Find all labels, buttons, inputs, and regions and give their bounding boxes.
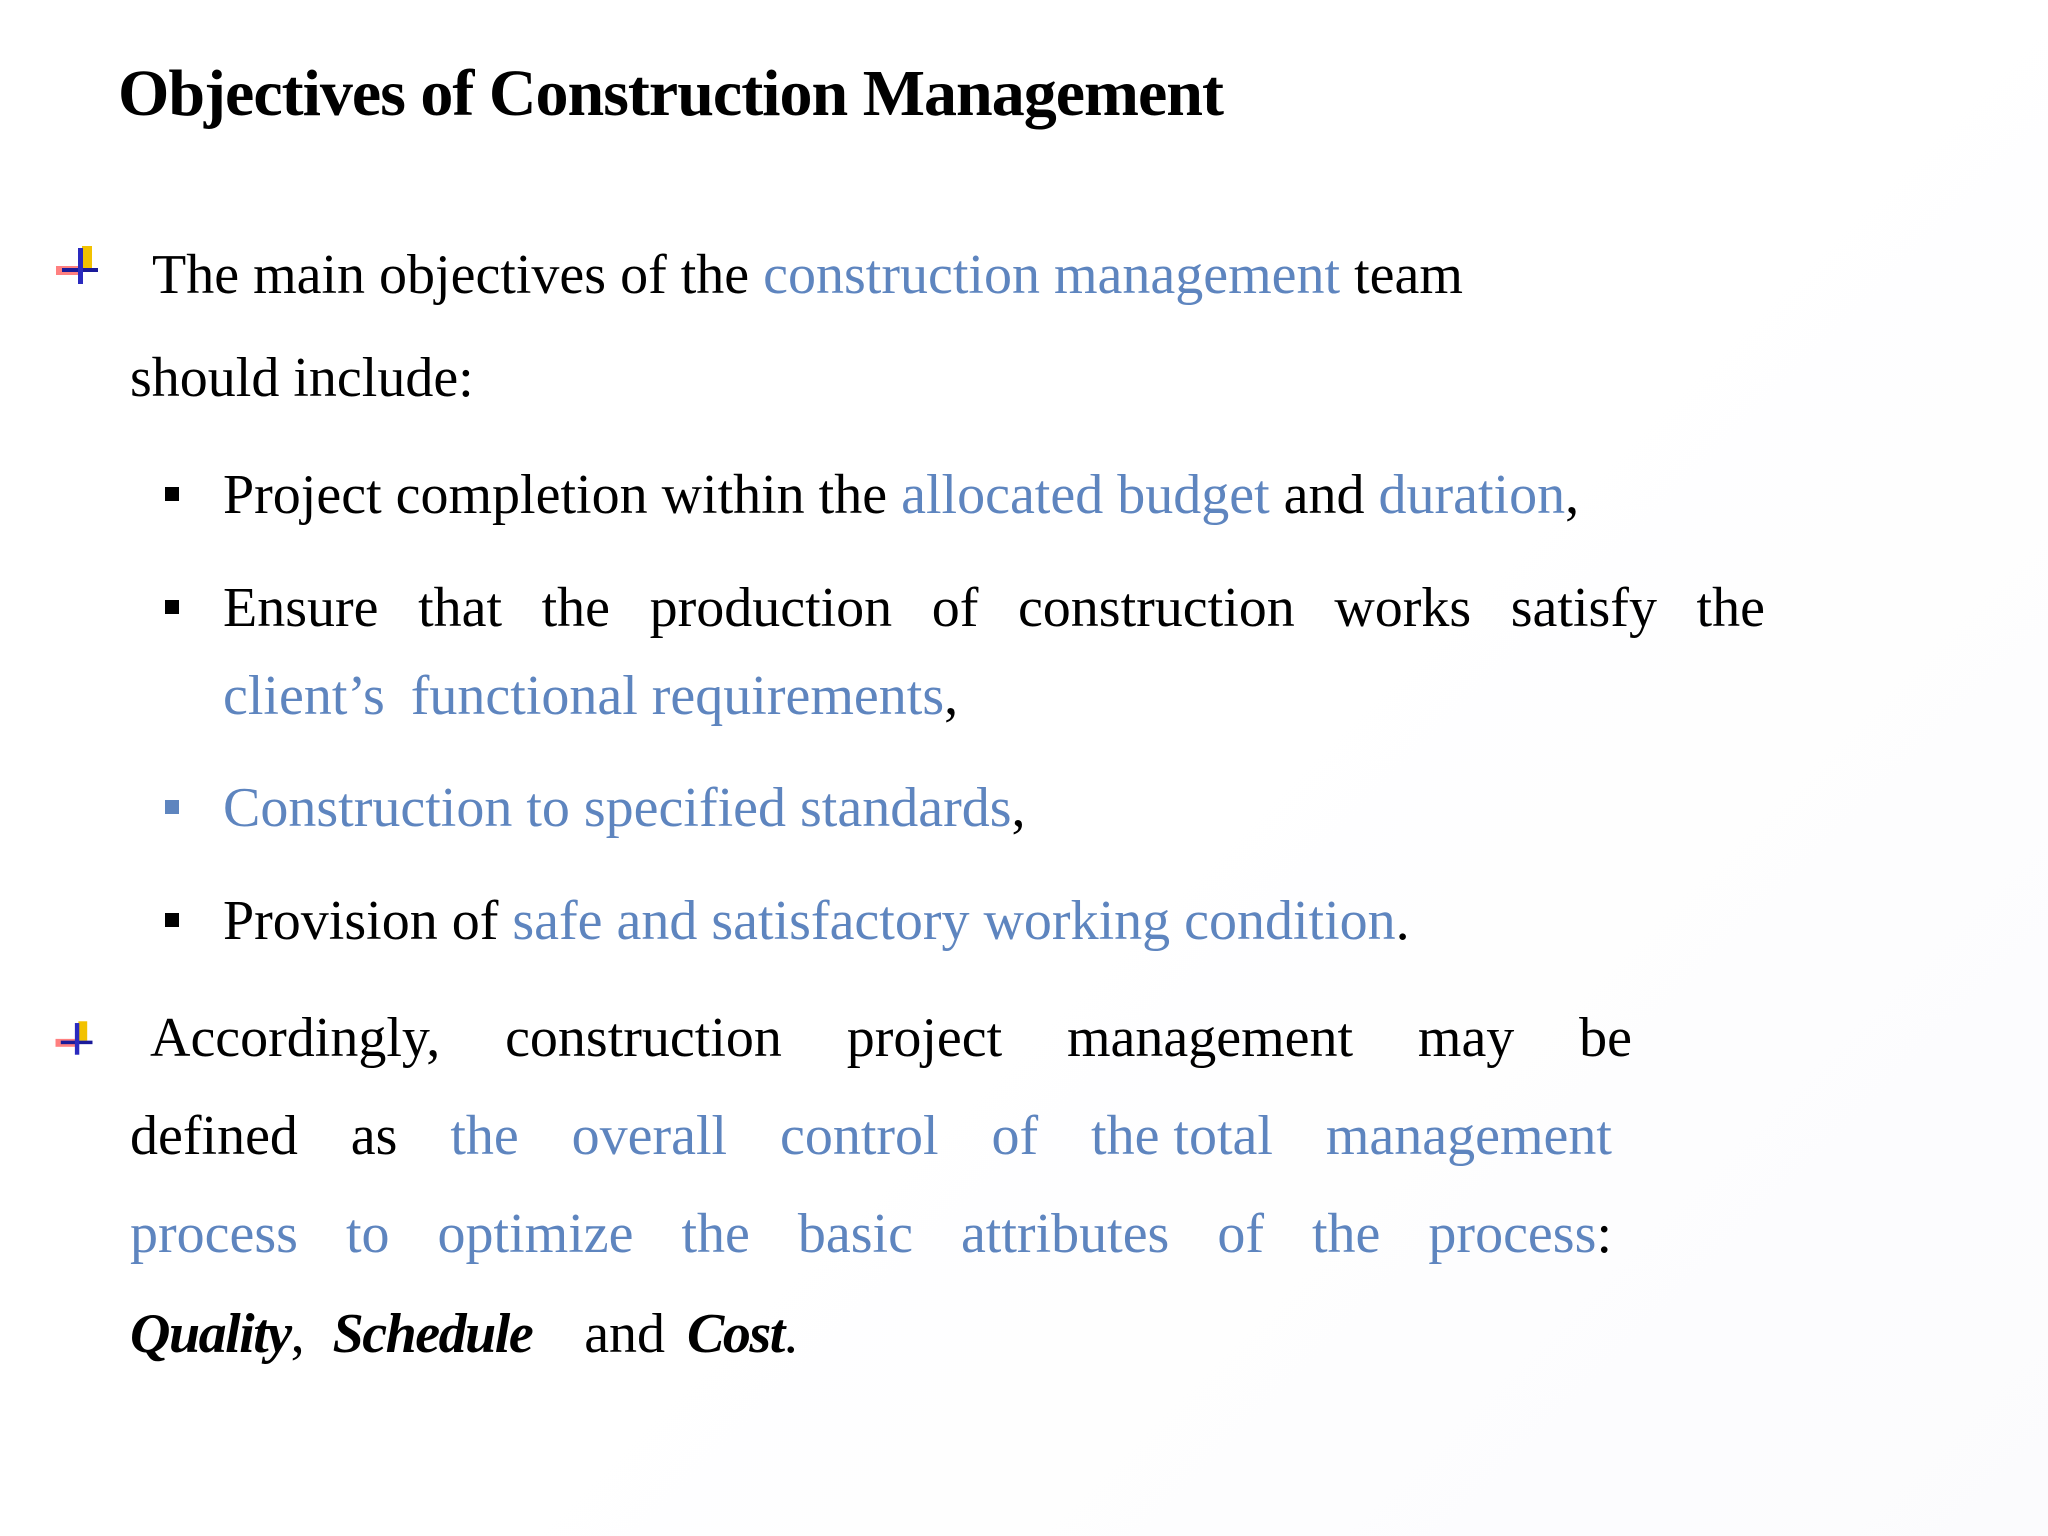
- conclusion-word: as: [350, 1105, 398, 1167]
- list-item-2-line-2: [223, 665, 959, 727]
- intro-line-1: [152, 244, 1463, 306]
- item-word: the: [1696, 577, 1765, 639]
- conclusion-word: management: [1066, 1007, 1354, 1069]
- item-text: ,: [1011, 777, 1026, 839]
- conclusion-period: .: [783, 1303, 798, 1365]
- list-item-1: [223, 464, 1580, 526]
- item-highlight: allocated budget: [901, 464, 1270, 526]
- item-highlight: client’s: [223, 665, 385, 727]
- item-word: that: [418, 577, 503, 639]
- item-word: works: [1334, 577, 1472, 639]
- conclusion-highlight: the: [1312, 1203, 1381, 1265]
- conclusion-line-2: [130, 1105, 1612, 1167]
- conclusion-and: and: [584, 1303, 666, 1365]
- item-highlight: Construction to specified standards: [223, 777, 1012, 839]
- conclusion-highlight: control: [779, 1105, 939, 1167]
- conclusion-word: be: [1579, 1007, 1632, 1069]
- list-item-4: [223, 890, 1410, 952]
- conclusion-highlight: process: [1428, 1203, 1597, 1265]
- conclusion-word: project: [846, 1007, 1003, 1069]
- item-text: ,: [1565, 464, 1580, 526]
- attribute-quality: Quality: [130, 1303, 291, 1365]
- conclusion-line-1: [150, 1007, 1632, 1069]
- conclusion-word: defined: [130, 1105, 298, 1167]
- square-bullet-icon: [165, 487, 179, 501]
- attribute-schedule: Schedule: [332, 1303, 533, 1365]
- slide-title: Objectives of Construction Management: [118, 57, 1223, 130]
- conclusion-line-3: [130, 1203, 1612, 1265]
- cross-bullet-icon: [52, 1016, 96, 1060]
- conclusion-word: Accordingly,: [150, 1007, 441, 1069]
- item-text: ,: [944, 665, 959, 727]
- cross-bullet-icon: [52, 240, 102, 290]
- conclusion-highlight: to: [345, 1203, 390, 1265]
- conclusion-highlight: the: [681, 1203, 750, 1265]
- conclusion-highlight: of: [991, 1105, 1039, 1167]
- conclusion-word: may: [1417, 1007, 1515, 1069]
- conclusion-highlight: management: [1325, 1105, 1612, 1167]
- conclusion-highlight: optimize: [437, 1203, 634, 1265]
- item-text: Provision of: [223, 890, 513, 952]
- square-bullet-icon: [165, 913, 179, 927]
- item-text: and: [1269, 464, 1379, 526]
- conclusion-line-4: [130, 1303, 798, 1365]
- list-item-2-line-1: [223, 577, 1765, 639]
- conclusion-highlight: of: [1217, 1203, 1264, 1265]
- intro-highlight: construction management: [763, 244, 1341, 306]
- item-highlight: safe and satisfactory working condition: [512, 890, 1396, 952]
- conclusion-highlight: basic: [797, 1203, 913, 1265]
- item-text: Project completion within the: [223, 464, 902, 526]
- square-bullet-icon: [165, 600, 179, 614]
- conclusion-highlight: process: [130, 1203, 298, 1265]
- conclusion-highlight: overall: [571, 1105, 728, 1167]
- square-bullet-icon: [165, 800, 179, 814]
- item-word: the: [541, 577, 611, 639]
- attribute-cost: Cost: [687, 1303, 784, 1365]
- item-word: Ensure: [223, 577, 379, 639]
- conclusion-colon: :: [1596, 1203, 1612, 1265]
- conclusion-highlight: attributes: [960, 1203, 1170, 1265]
- item-word: of: [931, 577, 979, 639]
- item-word: satisfy: [1510, 577, 1657, 639]
- item-text: .: [1395, 890, 1410, 952]
- item-word: construction: [1017, 577, 1295, 639]
- item-highlight: functional requirements: [410, 665, 945, 727]
- intro-text-post: team: [1340, 244, 1463, 306]
- conclusion-highlight: the: [450, 1105, 519, 1167]
- conclusion-comma: ,: [290, 1303, 305, 1365]
- conclusion-highlight: the total: [1091, 1105, 1273, 1167]
- intro-text-pre: The main objectives of the: [152, 244, 764, 306]
- conclusion-word: construction: [505, 1007, 782, 1069]
- intro-line-2: should include:: [130, 347, 474, 409]
- item-word: production: [649, 577, 893, 639]
- list-item-3: [223, 777, 1026, 839]
- item-highlight: duration: [1378, 464, 1566, 526]
